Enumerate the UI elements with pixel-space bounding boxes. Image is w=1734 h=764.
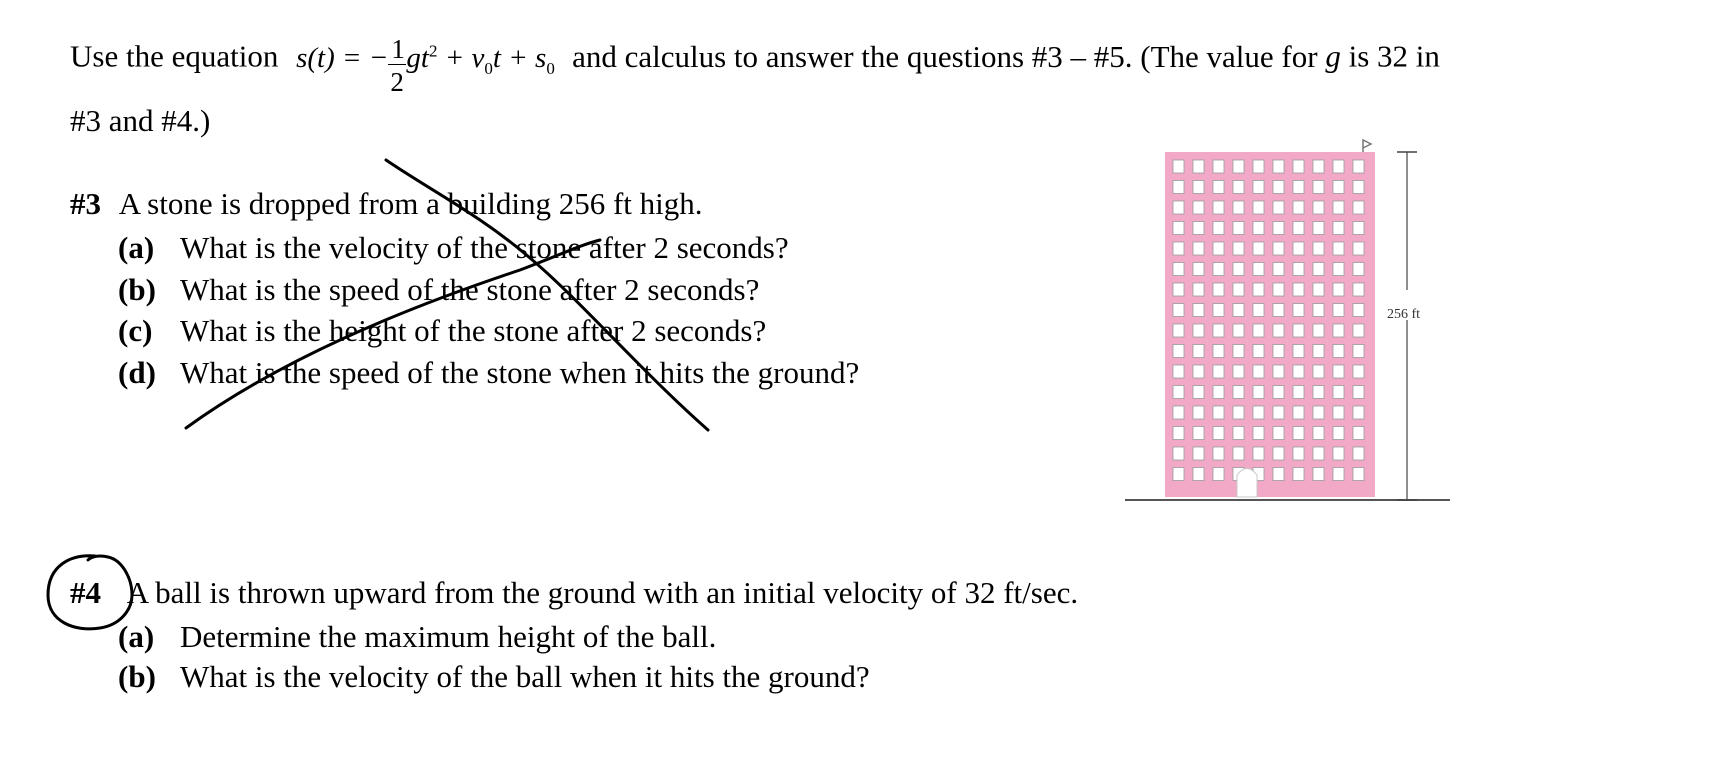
intro-suffix: and calculus to answer the questions #3 – #5. (The value for <box>572 38 1318 74</box>
question-3-part-b: (b) What is the speed of the stone after 2 seconds? <box>118 272 760 307</box>
intro-suffix-2: is 32 in <box>1348 38 1440 74</box>
question-4-part-b: (b) What is the velocity of the ball when it hits the ground? <box>118 659 870 694</box>
intro-g-var: g <box>1325 38 1341 74</box>
fraction-one-half: $\frac{1}{2}$ <box>390 34 405 97</box>
equation: s(t) = − $\frac{1}{2}$ $gt^2 + v_0t + s_0$ <box>296 42 562 74</box>
intro-line-2: #3 and #4.) <box>70 103 211 138</box>
question-3-number: #3 <box>70 186 101 221</box>
question-3-part-c: (c) What is the height of the stone after 2 seconds? <box>118 313 767 348</box>
question-3-part-a: (a) What is the velocity of the stone after 2 seconds? <box>118 230 789 265</box>
question-4-number: #4 <box>70 575 101 610</box>
question-4-heading <box>70 574 1078 612</box>
intro-prefix: Use the equation <box>70 38 279 74</box>
question-3-prompt: A stone is dropped from a building 256 ft high. <box>118 186 703 221</box>
height-label: 256 ft <box>1387 307 1421 322</box>
question-4-part-a: (a) Determine the maximum height of the ball. <box>118 619 717 654</box>
question-3-part-d: (d) What is the speed of the stone when it hits the ground? <box>118 355 860 390</box>
question-4-prompt: A ball is thrown upward from the ground with an initial velocity of 32 ft/sec. <box>126 575 1079 610</box>
